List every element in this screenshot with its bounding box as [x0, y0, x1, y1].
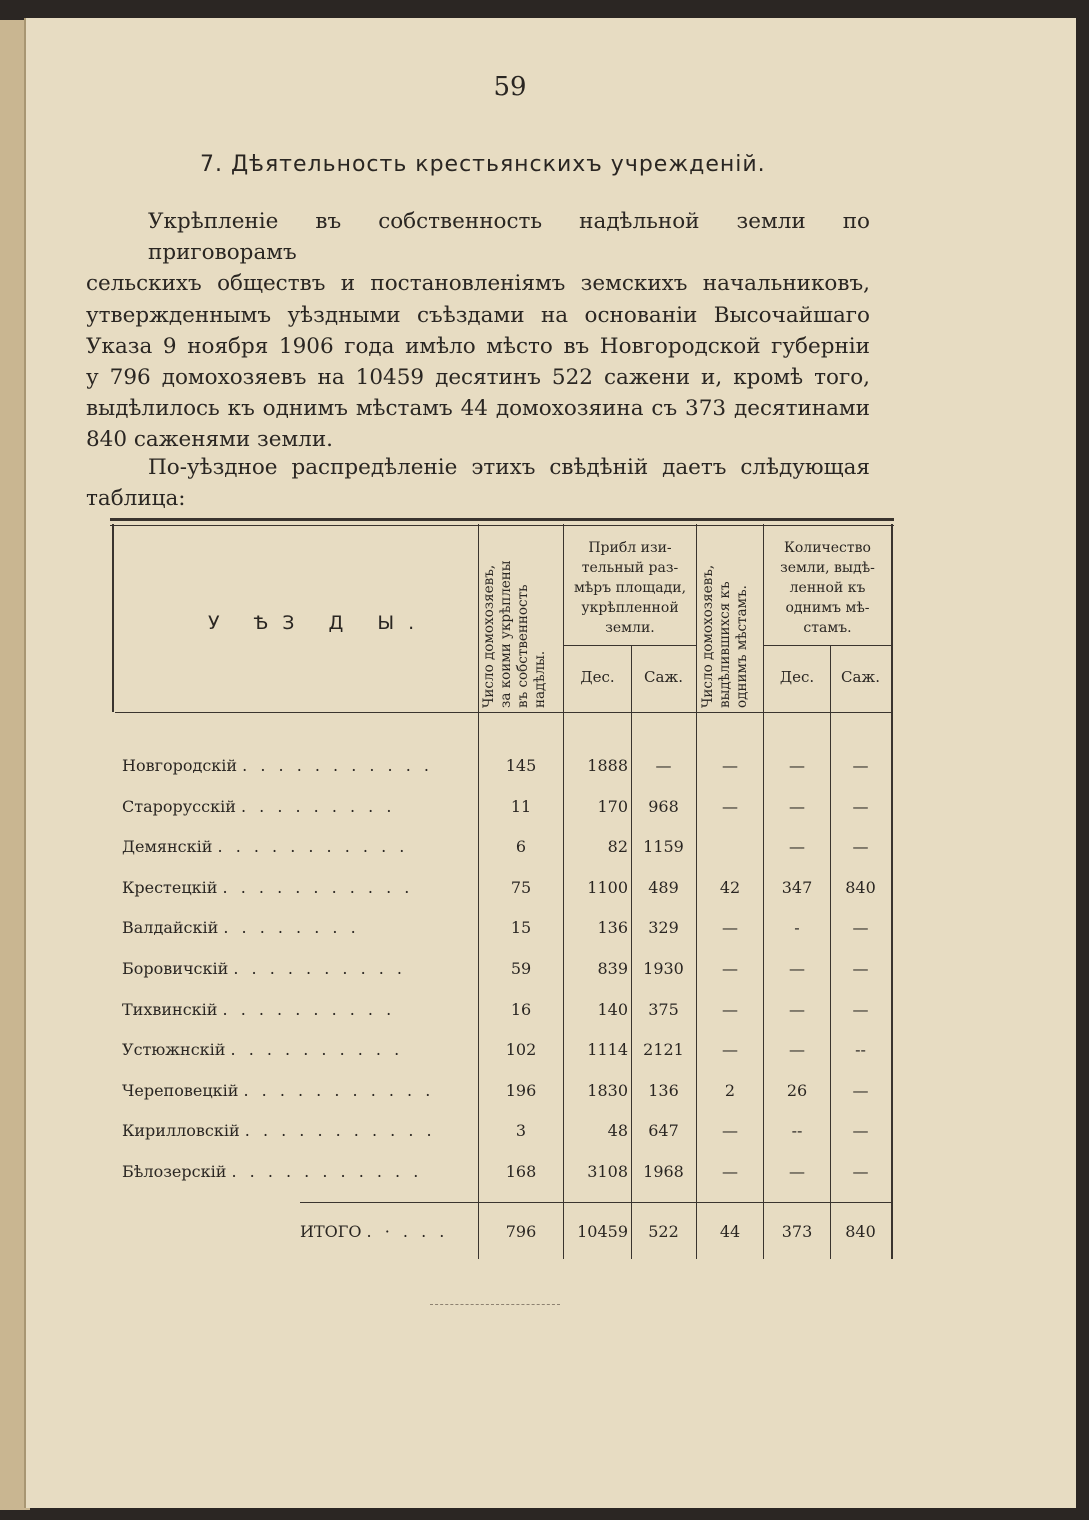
- subheader-sazh: Саж.: [841, 668, 880, 686]
- leader-dots: . . . . . . . . . . .: [243, 1080, 435, 1100]
- table-cell-lsazh: —: [852, 1121, 869, 1141]
- row-label: [122, 878, 452, 897]
- paragraph-line: По-уѣздное распредѣленіе этихъ свѣдѣній даетъ слѣдующая: [148, 455, 870, 480]
- table-cell-ldes: 347: [781, 877, 813, 897]
- table-cell-lsazh: —: [852, 999, 869, 1019]
- row-label: [122, 1000, 452, 1019]
- subheader-des: Дес.: [779, 668, 815, 686]
- end-ornament: [430, 1304, 560, 1305]
- table-cell-sazh: —: [655, 756, 672, 775]
- table-cell-des: 1888: [587, 756, 628, 775]
- total-rule: [300, 1202, 891, 1203]
- row-label: [122, 756, 452, 775]
- table-cell-sep: —: [722, 1040, 738, 1060]
- subheader-rule: [764, 645, 891, 646]
- district-name: Новгородскій: [122, 756, 238, 775]
- table-cell-sep: 42: [719, 877, 741, 897]
- table-cell-lsazh: —: [852, 756, 869, 775]
- table-cell-lsazh: —: [852, 959, 869, 978]
- left-border: [112, 524, 114, 712]
- table-cell-sep: 44: [719, 1222, 741, 1241]
- table-cell-sazh: 1968: [643, 1162, 684, 1181]
- table-cell-sep: —: [722, 999, 738, 1019]
- table-cell-des: 839: [597, 959, 628, 978]
- table-cell-sep: —: [722, 918, 738, 938]
- paragraph-1: [86, 206, 870, 456]
- district-name: Устюжнскій: [122, 1040, 226, 1060]
- district-name: ИТОГО: [300, 1222, 362, 1241]
- row-label: [122, 1081, 452, 1100]
- row-label: [122, 837, 452, 856]
- leader-dots: . . . . . . . . . . .: [217, 837, 409, 857]
- table-cell-sazh: 136: [648, 1080, 679, 1100]
- table-cell-sep: —: [722, 756, 738, 775]
- table-cell-sep: 2: [724, 1080, 736, 1100]
- paragraph-line: Указа 9 ноября 1906 года имѣло мѣсто въ Новгородской губерніи: [86, 333, 870, 359]
- right-border: [891, 524, 893, 1259]
- table-cell-hh: 102: [505, 1040, 537, 1060]
- table-cell-lsazh: 840: [845, 877, 876, 897]
- table-cell-lsazh: —: [852, 1162, 869, 1181]
- table-cell-sep: —: [722, 1162, 738, 1181]
- table-cell-hh: 11: [510, 796, 532, 816]
- district-name: Боровичскій: [122, 959, 229, 978]
- table-cell-ldes: —: [789, 1162, 805, 1181]
- table-cell-ldes: -: [794, 918, 800, 938]
- table-cell-hh: 16: [510, 999, 532, 1019]
- row-label: [122, 797, 452, 816]
- table-cell-sazh: 968: [648, 796, 679, 816]
- table-cell-sazh: 2121: [643, 1040, 684, 1060]
- table-cell-sazh: 647: [648, 1121, 679, 1141]
- table-cell-ldes: 26: [786, 1080, 808, 1100]
- district-name: Старорусскій: [122, 796, 236, 816]
- header-bottom-rule: [115, 712, 891, 713]
- leader-dots: . . . . . . . . . .: [222, 999, 396, 1019]
- table-cell-des: 48: [607, 1121, 628, 1141]
- table-cell-lsazh: —: [852, 796, 869, 816]
- table-cell-hh: 3: [515, 1121, 527, 1141]
- leader-dots: . . . . . . . . . .: [230, 1040, 404, 1060]
- table-cell-ldes: —: [789, 1040, 805, 1060]
- subheader-des: Дес.: [580, 668, 615, 686]
- district-name: Демянскій: [122, 837, 213, 857]
- table-cell-des: 170: [597, 796, 628, 816]
- table-cell-ldes: —: [789, 756, 805, 775]
- paragraph-2: [86, 452, 870, 514]
- table-cell-hh: 15: [510, 918, 532, 938]
- table-cell-hh: 145: [505, 756, 537, 775]
- paragraph-line: Укрѣпленіе въ собственность надѣльной земли по приговорамъ: [148, 209, 870, 266]
- table-cell-sazh: 329: [648, 918, 679, 938]
- table-cell-des: 1114: [587, 1040, 628, 1060]
- table-cell-lsazh: 840: [845, 1222, 876, 1241]
- row-label: [300, 1222, 475, 1241]
- subheader-sazh: Саж.: [644, 668, 683, 686]
- table-cell-sazh: 489: [648, 877, 679, 897]
- paragraph-line: таблица:: [86, 486, 186, 512]
- table-cell-ldes: —: [789, 959, 805, 978]
- leader-dots: . . . . . . . . . . .: [231, 1162, 423, 1181]
- table-cell-ldes: —: [789, 837, 805, 857]
- table-cell-sep: —: [722, 796, 738, 816]
- district-name: Крестецкій: [122, 877, 218, 897]
- table-cell-ldes: —: [789, 796, 805, 816]
- row-label: [122, 1040, 452, 1059]
- district-name: Тихвинскій: [122, 999, 218, 1019]
- table-cell-hh: 6: [515, 837, 527, 857]
- leader-dots: . . . . . . . . . . .: [222, 877, 414, 897]
- leader-dots: . . . . . . . . . . .: [242, 756, 433, 775]
- table-cell-sazh: 1159: [643, 837, 684, 857]
- subheader-rule: [564, 645, 696, 646]
- paragraph-line: сельскихъ обществъ и постановленіямъ земскихъ начальниковъ,: [86, 271, 870, 297]
- table-cell-sazh: 1930: [643, 959, 684, 978]
- leader-dots: . . . . . . . . . .: [233, 959, 406, 978]
- leader-dots: . . . . . . . . . . .: [244, 1121, 436, 1141]
- district-name: Кирилловскій: [122, 1121, 240, 1141]
- leader-dots: . · . . .: [366, 1222, 449, 1241]
- district-name: Валдайскій: [122, 918, 219, 938]
- district-name: Череповецкій: [122, 1080, 239, 1100]
- table-cell-des: 82: [607, 837, 628, 857]
- table-cell-lsazh: —: [852, 918, 869, 938]
- table-cell-lsazh: --: [855, 1040, 866, 1060]
- header-households: Число домохозяевъ, за коими укрѣплены въ собственность надѣлы.: [481, 560, 548, 708]
- table-cell-lsazh: —: [852, 837, 869, 857]
- table-cell-sep: —: [722, 1121, 738, 1141]
- table-top-rule-thin: [110, 525, 894, 526]
- table-cell-sep: —: [722, 959, 738, 978]
- table-cell-ldes: —: [789, 999, 805, 1019]
- table-cell-des: 1100: [587, 877, 628, 897]
- table-cell-lsazh: —: [852, 1080, 869, 1100]
- table-cell-des: 136: [597, 918, 628, 938]
- table-cell-hh: 196: [505, 1080, 537, 1100]
- leader-dots: . . . . . . . . .: [240, 796, 396, 816]
- table-cell-des: 3108: [587, 1162, 628, 1181]
- district-name: Бѣлозерскій: [122, 1162, 227, 1181]
- table-cell-hh: 168: [505, 1162, 537, 1181]
- table-cell-hh: 796: [505, 1222, 537, 1241]
- table-top-rule: [110, 518, 894, 521]
- table-cell-des: 1830: [587, 1080, 628, 1100]
- row-label: [122, 1162, 452, 1181]
- table-cell-des: 140: [597, 999, 628, 1019]
- paragraph-line: 840 саженями земли.: [86, 427, 334, 453]
- table-cell-sazh: 522: [648, 1222, 679, 1241]
- table-cell-hh: 59: [510, 959, 532, 978]
- row-label: [122, 1121, 452, 1140]
- header-land: Количество земли, выдѣ- ленной къ однимъ мѣ- стамъ.: [780, 540, 875, 636]
- table-cell-hh: 75: [510, 877, 532, 897]
- page-number: 59: [493, 72, 527, 102]
- leader-dots: . . . . . . . .: [223, 918, 360, 938]
- table-cell-ldes: 373: [781, 1222, 813, 1241]
- paragraph-line: утвержденнымъ уѣздными съѣздами на основаніи Высочайшаго: [86, 302, 870, 328]
- section-title: 7. Дѣятельность крестьянскихъ учрежденій.: [200, 152, 766, 177]
- table-cell-des: 10459: [577, 1222, 628, 1241]
- table-cell-ldes: --: [791, 1121, 803, 1141]
- header-separated: Число домохозяевъ, выдѣлившихся къ однимъ мѣстамъ.: [700, 564, 750, 708]
- row-label: [122, 918, 452, 937]
- table-cell-sazh: 375: [648, 999, 679, 1019]
- header-uezdy: У ѢЗ Д Ы.: [208, 612, 429, 634]
- row-label: [122, 959, 452, 978]
- paragraph-line: у 796 домохозяевъ на 10459 десятинъ 522 сажени и, кромѣ того,: [86, 365, 870, 391]
- header-area: Прибл изи- тельный раз- мѣръ площади, укрѣпленной земли.: [573, 540, 687, 636]
- paragraph-line: выдѣлилось къ однимъ мѣстамъ 44 домохозяина съ 373 десятинами: [86, 396, 870, 422]
